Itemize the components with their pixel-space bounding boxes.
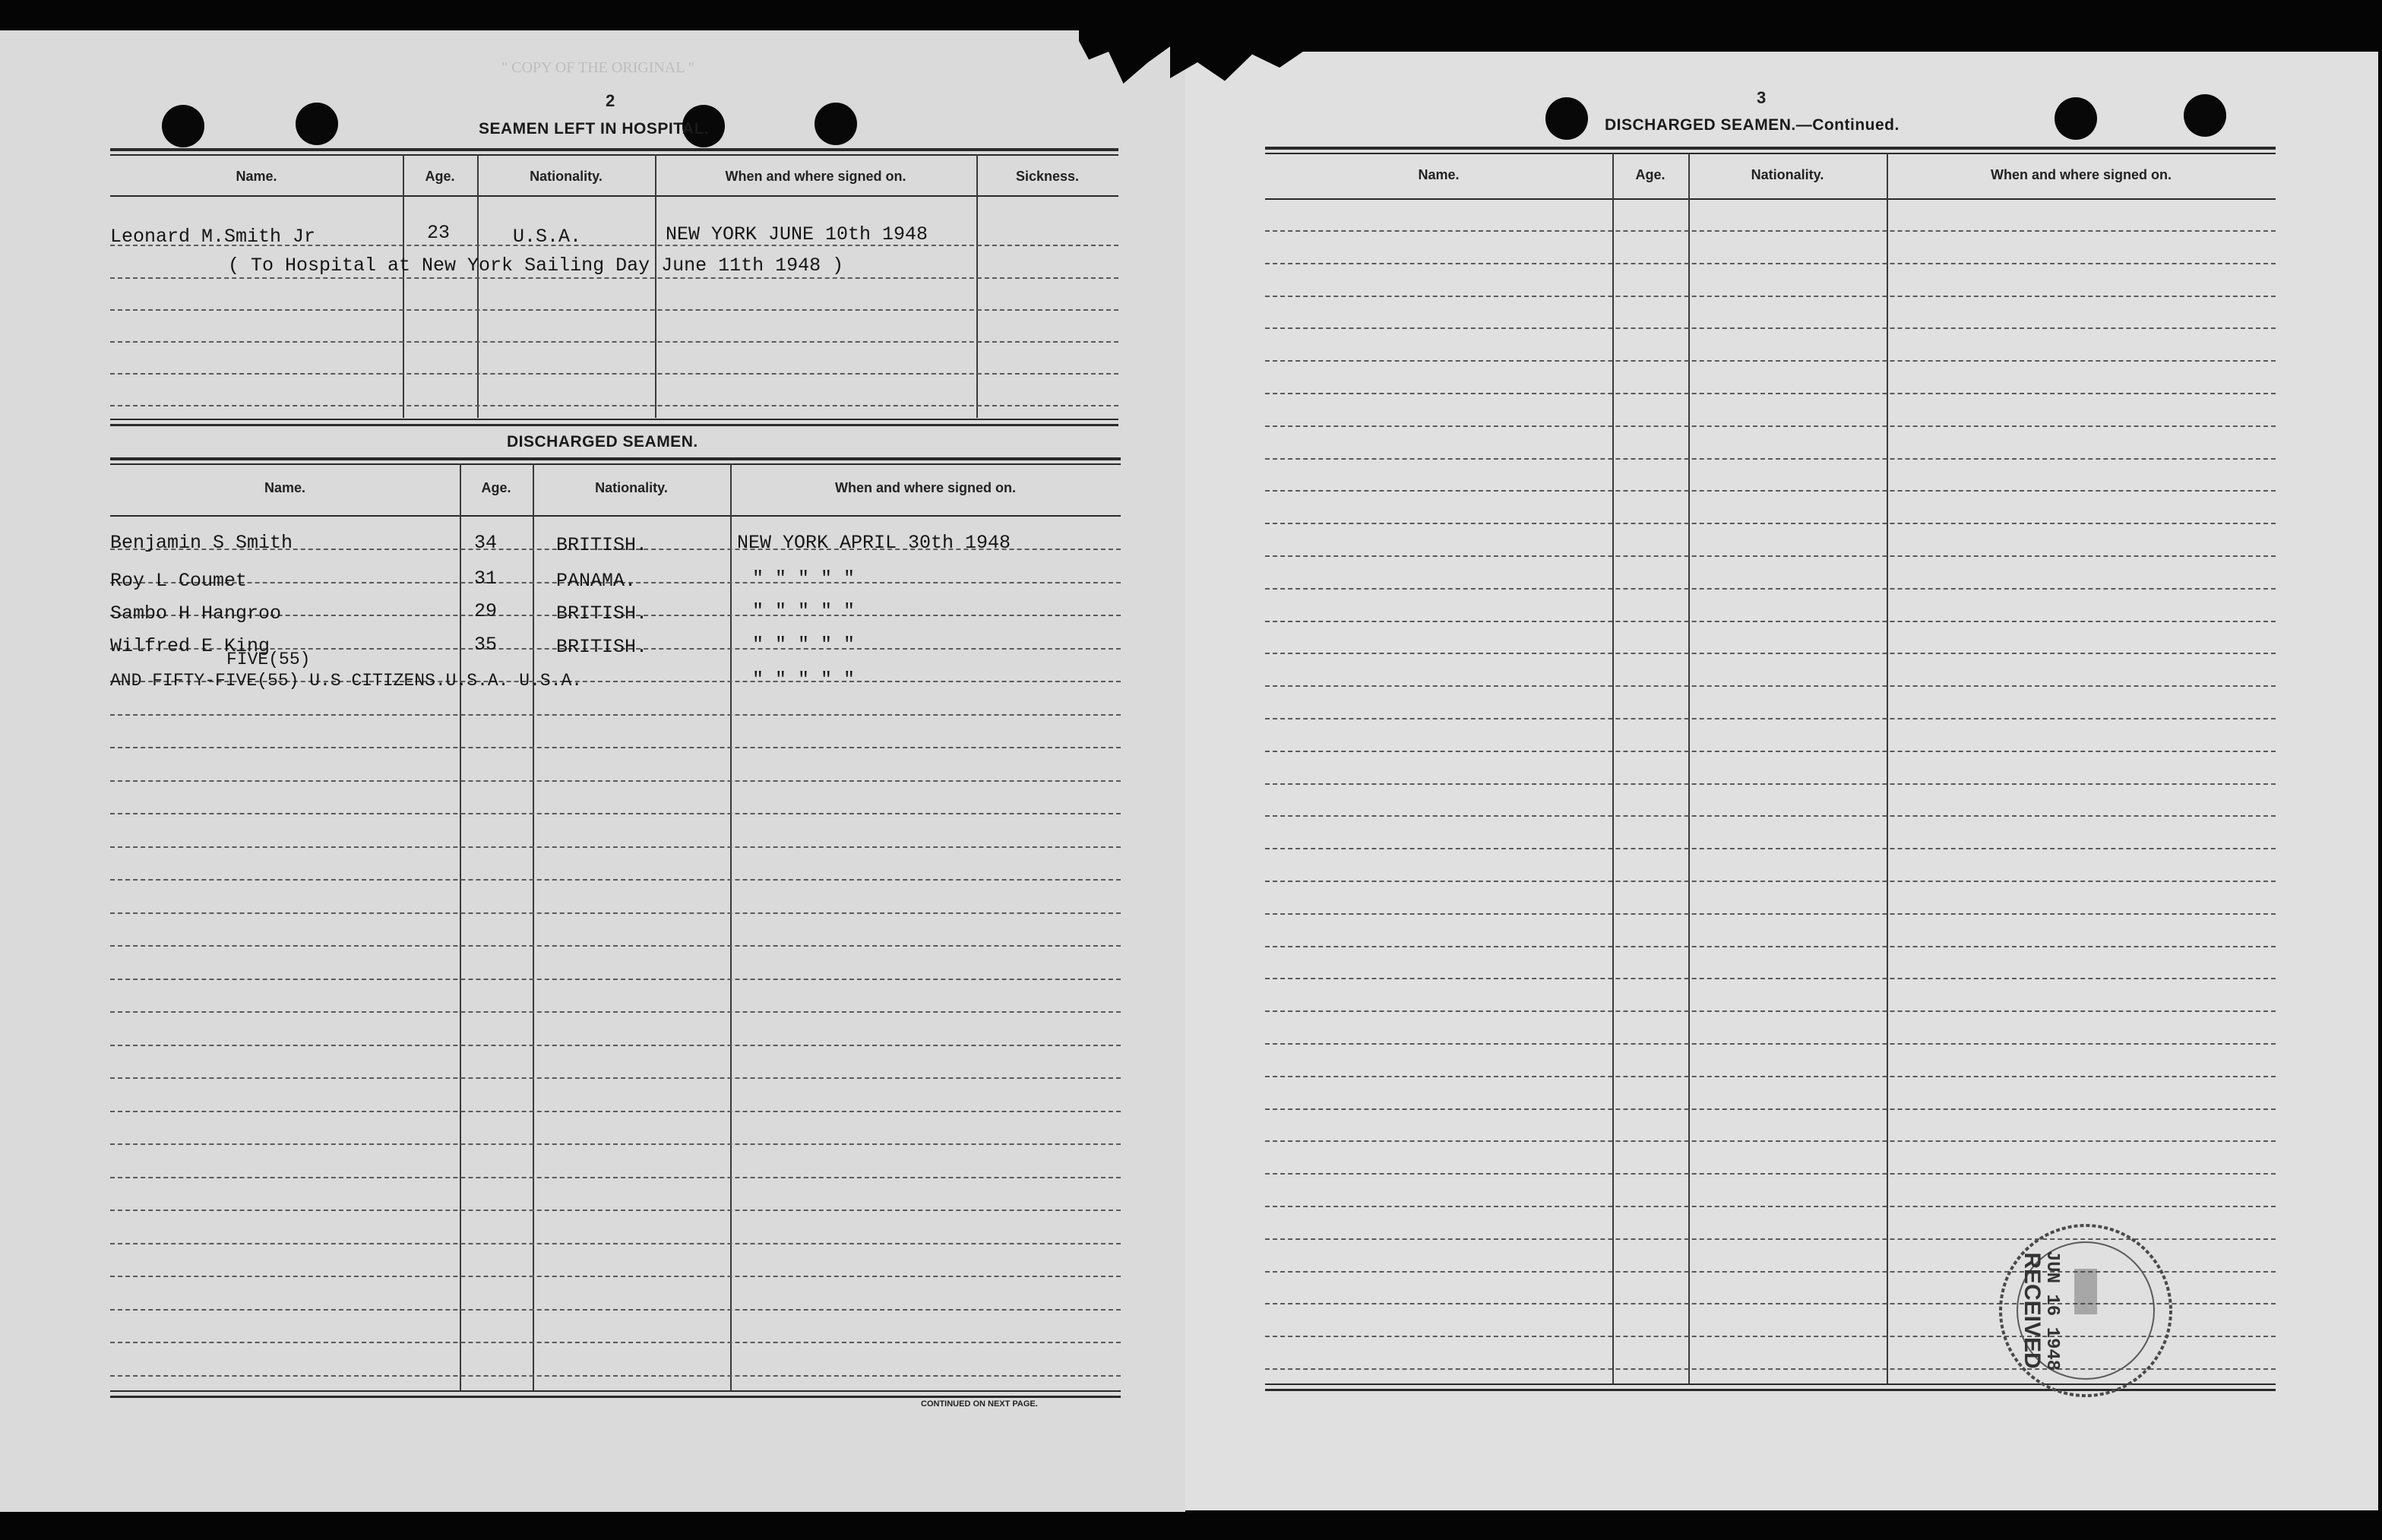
ruled-line [110, 1342, 1121, 1343]
hospital-row-nationality: U.S.A. [513, 226, 582, 248]
col-header-name: Name. [236, 169, 277, 184]
discharged-row-nationality: PANAMA. [556, 570, 637, 592]
ruled-line [110, 979, 1121, 980]
ruled-line [1265, 588, 2276, 590]
ruled-line [1265, 913, 2276, 915]
discharged-section-title: DISCHARGED SEAMEN. [507, 433, 698, 451]
stamp-label: RECEIVED [2020, 1252, 2045, 1369]
ruled-line [1265, 230, 2276, 232]
ruled-line [1265, 393, 2276, 394]
punch-hole [815, 103, 857, 145]
hospital-note: ( To Hospital at New York Sailing Day June 11th 1948 ) [228, 255, 844, 277]
ruled-line [1265, 1140, 2276, 1142]
citizens-signed-on: " " " " " [752, 669, 856, 691]
ruled-line [1265, 946, 2276, 947]
right-section-title: DISCHARGED SEAMEN.—Continued. [1605, 116, 1900, 134]
ruled-line [1265, 881, 2276, 882]
col-header-name: Name. [264, 480, 306, 495]
ruled-line [110, 1143, 1121, 1145]
discharged-row-age: 35 [474, 634, 498, 656]
ruled-line [1265, 621, 2276, 622]
hospital-row-signed-on: NEW YORK JUNE 10th 1948 [666, 223, 928, 245]
col-header-age: Age. [481, 480, 511, 495]
ruled-line [1265, 1043, 2276, 1045]
discharged-row-nationality: BRITISH. [556, 636, 648, 658]
ruled-line [110, 1210, 1121, 1211]
ruled-line [1265, 653, 2276, 654]
ruled-line [1265, 1076, 2276, 1077]
ruled-line [110, 1375, 1121, 1377]
ruled-line [110, 912, 1121, 914]
punch-hole [296, 103, 338, 145]
ruled-line [1265, 1010, 2276, 1012]
discharged-table [110, 457, 1121, 1399]
ruled-line [1265, 718, 2276, 719]
discharged-row-name: Roy L Coumet [110, 570, 248, 592]
col-header-nationality: Nationality. [595, 480, 668, 495]
ruled-line [1265, 783, 2276, 785]
discharged-row-name: Benjamin S Smith [110, 532, 293, 554]
hospital-row-age: 23 [427, 222, 451, 244]
ruled-line [1265, 523, 2276, 524]
ghost-header: " COPY OF THE ORIGINAL " [501, 59, 694, 76]
ruled-line [110, 945, 1121, 947]
ruled-line [1265, 978, 2276, 979]
ruled-line [110, 1276, 1121, 1277]
ruled-line [1265, 458, 2276, 460]
discharged-row-name: Sambo H Hangroo [110, 602, 282, 625]
ruled-line [1265, 751, 2276, 752]
punch-hole [2184, 94, 2226, 137]
stamp-date: JUN 16 1948 [2042, 1250, 2062, 1371]
col-header-name: Name. [1418, 167, 1460, 182]
discharged-row-signed-on: " " " " " [752, 568, 856, 590]
ruled-line [110, 1011, 1121, 1013]
ruled-line [1265, 263, 2276, 264]
col-header-age: Age. [1635, 167, 1666, 182]
ruled-line [1265, 1173, 2276, 1175]
ruled-line [1265, 425, 2276, 427]
ruled-line [1265, 1206, 2276, 1207]
ruled-line [1265, 360, 2276, 362]
ruled-line [110, 780, 1121, 782]
discharged-row-nationality: BRITISH. [556, 534, 648, 556]
ruled-line [110, 1243, 1121, 1244]
ruled-line [1265, 296, 2276, 297]
continued-note: CONTINUED ON NEXT PAGE. [921, 1399, 1038, 1409]
punch-hole [162, 105, 204, 147]
ruled-line [110, 714, 1121, 716]
received-stamp [1991, 1216, 2181, 1406]
page-number: 2 [606, 91, 615, 110]
col-header-signed-on: When and where signed on. [725, 169, 906, 184]
discharged-row-signed-on: " " " " " [752, 634, 856, 656]
ruled-line [110, 879, 1121, 881]
hospital-row-name: Leonard M.Smith Jr [110, 226, 316, 248]
ruled-line [110, 747, 1121, 748]
col-header-signed-on: When and where signed on. [1990, 167, 2172, 182]
citizens-insert: FIVE(55) [226, 650, 311, 669]
ruled-line [1265, 327, 2276, 329]
ruled-line [1265, 490, 2276, 492]
ruled-line [1265, 1108, 2276, 1110]
punch-hole [1545, 97, 1588, 140]
ruled-line [110, 1309, 1121, 1311]
discharged-row-signed-on: NEW YORK APRIL 30th 1948 [737, 532, 1011, 554]
continued-table [1265, 147, 2276, 1393]
ruled-line [1265, 848, 2276, 849]
ruled-line [1265, 815, 2276, 817]
punch-hole [2055, 97, 2097, 140]
ruled-line [110, 1111, 1121, 1112]
ruled-line [110, 846, 1121, 848]
col-header-sickness: Sickness. [1015, 169, 1080, 184]
discharged-row-name: Wilfred E King [110, 635, 270, 657]
discharged-row-nationality: BRITISH. [556, 602, 648, 625]
ruled-line [110, 1077, 1121, 1079]
ruled-line [110, 1177, 1121, 1178]
col-header-signed-on: When and where signed on. [834, 480, 1017, 495]
ruled-line [1265, 555, 2276, 557]
col-header-nationality: Nationality. [530, 169, 603, 184]
discharged-row-signed-on: " " " " " [752, 600, 856, 622]
col-header-age: Age. [425, 169, 455, 184]
hospital-section-title: SEAMEN LEFT IN HOSPITAL. [479, 120, 710, 138]
citizens-line: AND FIFTY-FIVE(55) U.S CITIZENS.U.S.A. U.S.A. [110, 671, 583, 691]
hospital-table [110, 148, 1118, 425]
col-header-nationality: Nationality. [1751, 167, 1824, 182]
ruled-line [110, 813, 1121, 814]
discharged-row-age: 34 [474, 532, 498, 554]
page-number: 3 [1757, 88, 1767, 107]
discharged-row-age: 31 [474, 568, 498, 590]
ruled-line [110, 1045, 1121, 1046]
ruled-line [1265, 685, 2276, 687]
discharged-row-age: 29 [474, 600, 498, 622]
